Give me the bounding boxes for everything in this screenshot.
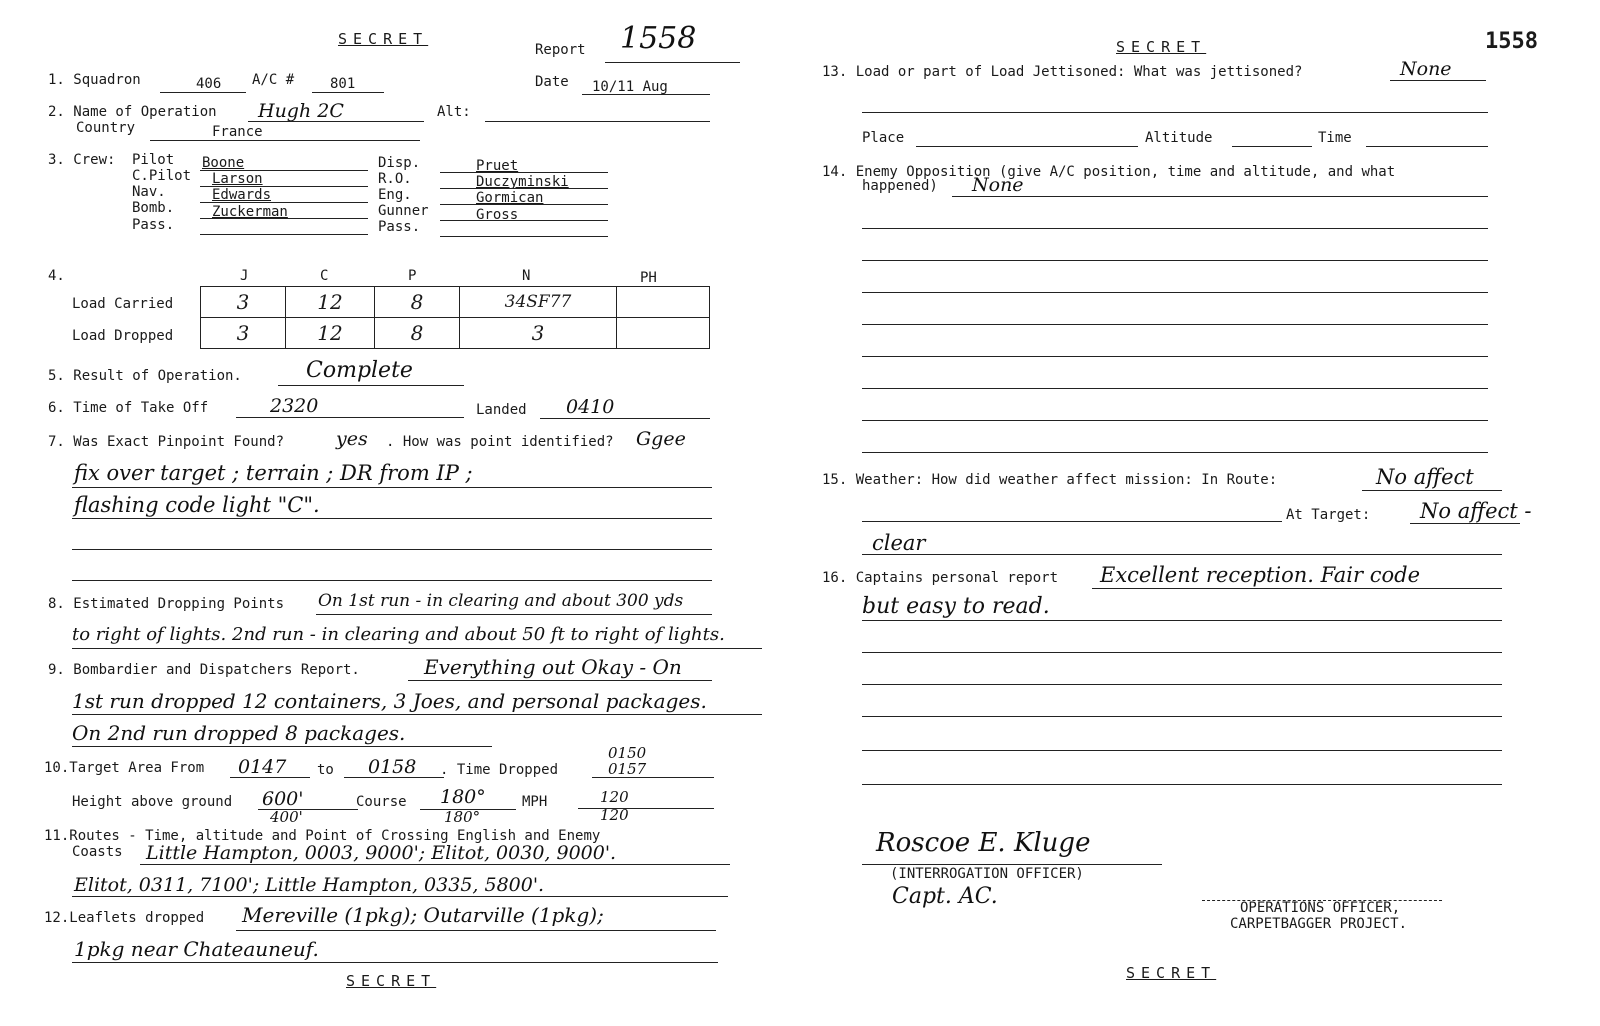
crew-line — [200, 186, 368, 187]
crew-name-disp: Pruet — [476, 158, 519, 174]
alt-line — [485, 121, 710, 122]
dropped-p: 8 — [375, 318, 460, 349]
carried-c: 12 — [286, 287, 375, 318]
crew-role-copilot: C.Pilot — [132, 168, 192, 184]
crew-role-nav: Nav. — [132, 184, 166, 200]
time-dropped-b: 0157 — [608, 760, 647, 778]
altitude-label: Altitude — [1145, 130, 1213, 146]
bombardier-line-1: 1st run dropped 12 containers, 3 Joes, and personal packages. — [72, 689, 707, 713]
how-identified-start: Ggee — [636, 428, 686, 450]
form-line — [72, 648, 762, 649]
load-carried-row — [201, 287, 710, 318]
date-line — [582, 94, 710, 95]
ac-line — [312, 92, 384, 93]
col-c: C — [320, 268, 329, 284]
dropping-line-1: to right of lights. 2nd run - in clearing and about 50 ft to right of lights. — [72, 624, 725, 645]
dropped-c: 12 — [286, 318, 375, 349]
form-line — [1232, 146, 1312, 147]
coasts-label: Coasts — [72, 844, 123, 860]
ac-value: 801 — [330, 76, 356, 92]
load-carried-label: Load Carried — [72, 296, 174, 312]
q12-label: 12.Leaflets dropped — [44, 910, 205, 926]
col-ph: PH — [640, 270, 657, 286]
how-identified-label: . How was point identified? — [386, 434, 614, 450]
country-value: France — [212, 124, 263, 140]
crew-line — [200, 234, 368, 235]
weather-route: No affect — [1376, 465, 1474, 489]
crew-role-pilot: Pilot — [132, 152, 175, 168]
course-a: 180° — [440, 786, 486, 808]
target-to: 0158 — [368, 756, 417, 778]
squadron-value: 406 — [196, 76, 222, 92]
captain-report-line-0: Excellent reception. Fair code — [1100, 563, 1421, 587]
landed-value: 0410 — [566, 396, 615, 418]
dropping-line-0: On 1st run - in clearing and about 300 yds — [318, 591, 684, 611]
carried-n: 34SF77 — [460, 287, 617, 318]
interrogation-officer-label: (INTERROGATION OFFICER) — [890, 866, 1084, 882]
form-line — [916, 146, 1138, 147]
pinpoint-found: yes — [336, 428, 368, 450]
landed-label: Landed — [476, 402, 527, 418]
q13-label: 13. Load or part of Load Jettisoned: What was jettisoned? — [822, 64, 1303, 80]
pinpoint-line-2: flashing code light "C". — [74, 493, 320, 517]
form-line — [862, 652, 1502, 653]
height-a: 600' — [262, 788, 304, 810]
q9-label: 9. Bombardier and Dispatchers Report. — [48, 662, 360, 678]
alt-label: Alt: — [437, 104, 471, 120]
form-line — [862, 260, 1488, 261]
dropped-j: 3 — [201, 318, 286, 349]
carried-p: 8 — [375, 287, 460, 318]
form-line — [862, 420, 1488, 421]
col-p: P — [408, 268, 417, 284]
crew-line — [440, 188, 608, 189]
signature-line — [862, 864, 1162, 865]
form-line — [862, 112, 1488, 113]
crew-line — [440, 220, 608, 221]
at-target-label: At Target: — [1286, 507, 1371, 523]
report-number: 1558 — [620, 21, 697, 56]
mph-label: MPH — [522, 794, 548, 810]
height-label: Height above ground — [72, 794, 233, 810]
form-line — [952, 196, 1488, 197]
q14-label: 14. Enemy Opposition (give A/C position, time and altitude, and what — [822, 164, 1396, 180]
mph-a: 120 — [600, 788, 629, 806]
crew-name-gunner: Gross — [476, 207, 519, 223]
form-line — [592, 777, 714, 778]
takeoff-value: 2320 — [270, 395, 319, 417]
form-line — [862, 684, 1502, 685]
q2-label: 2. Name of Operation — [48, 104, 217, 120]
secret-header: SECRET — [338, 30, 429, 48]
form-line — [578, 808, 714, 809]
crew-role-pass: Pass. — [132, 217, 175, 233]
takeoff-line — [236, 417, 464, 418]
form-line — [72, 714, 762, 715]
report-line — [605, 62, 740, 63]
form-line — [72, 746, 492, 747]
crew-name-nav: Edwards — [212, 187, 272, 203]
crew-name-ro: Duczyminski — [476, 174, 569, 190]
date-label: Date — [535, 74, 569, 90]
right-report-page — [800, 0, 1600, 1026]
form-line — [72, 549, 712, 550]
ac-label: A/C # — [252, 72, 295, 88]
form-line — [72, 962, 718, 963]
time-dropped-label: . Time Dropped — [440, 762, 559, 778]
form-line — [72, 896, 728, 897]
leaflets-line-1: 1pkg near Chateauneuf. — [74, 937, 319, 961]
form-line — [72, 518, 712, 519]
opposition-value: None — [972, 174, 1024, 196]
routes-line-1: Elitot, 0311, 7100'; Little Hampton, 0335, 5800'. — [74, 874, 545, 896]
form-line — [230, 777, 310, 778]
dropped-ph — [617, 318, 710, 349]
q15-label: 15. Weather: How did weather affect mission: In Route: — [822, 472, 1278, 488]
q11-label: 11.Routes - Time, altitude and Point of Crossing English and Enemy — [44, 828, 601, 844]
carried-ph — [617, 287, 710, 318]
weather-target: No affect - — [1420, 499, 1532, 523]
form-line — [862, 521, 1282, 522]
q1-label: 1. Squadron — [48, 72, 141, 88]
crew-role-disp: Disp. — [378, 155, 421, 171]
jettisoned-value: None — [1400, 58, 1452, 80]
bombardier-line-0: Everything out Okay - On — [424, 655, 682, 679]
crew-role-gunner: Gunner — [378, 203, 429, 219]
form-line — [862, 324, 1488, 325]
form-line — [258, 809, 358, 810]
pinpoint-line-1: fix over target ; terrain ; DR from IP ; — [74, 461, 473, 485]
operations-officer-label: OPERATIONS OFFICER, — [1240, 900, 1401, 916]
col-n: N — [522, 268, 531, 284]
target-from: 0147 — [238, 756, 287, 778]
crew-role-ro: R.O. — [378, 171, 412, 187]
date-value: 10/11 Aug — [592, 79, 668, 95]
place-label: Place — [862, 130, 905, 146]
form-line — [1410, 523, 1520, 524]
q4-label: 4. — [48, 268, 65, 284]
form-line — [1362, 490, 1502, 491]
q3-label: 3. Crew: — [48, 152, 116, 168]
form-line — [408, 680, 712, 681]
course-label: Course — [356, 794, 407, 810]
weather-line-2: clear — [872, 531, 926, 555]
form-line — [140, 864, 730, 865]
q7-label: 7. Was Exact Pinpoint Found? — [48, 434, 285, 450]
carpetbagger-project-label: CARPETBAGGER PROJECT. — [1230, 916, 1408, 932]
carried-j: 3 — [201, 287, 286, 318]
form-line — [862, 388, 1488, 389]
leaflets-line-0: Mereville (1pkg); Outarville (1pkg); — [242, 903, 604, 927]
dropped-n: 3 — [460, 318, 617, 349]
form-line — [862, 784, 1502, 785]
form-line — [72, 580, 712, 581]
form-line — [862, 620, 1502, 621]
secret-footer: SECRET — [346, 972, 437, 990]
form-line — [344, 777, 444, 778]
report-label: Report — [535, 42, 586, 58]
form-line — [862, 750, 1502, 751]
crew-role-bomb: Bomb. — [132, 200, 175, 216]
operation-value: Hugh 2C — [258, 100, 344, 122]
crew-line — [440, 236, 608, 237]
col-j: J — [240, 268, 249, 284]
result-line — [278, 385, 464, 386]
form-line — [862, 292, 1488, 293]
crew-role-eng: Eng. — [378, 187, 412, 203]
crew-name-pilot: Boone — [202, 155, 245, 171]
signature-title: Capt. AC. — [892, 884, 998, 909]
form-line — [862, 452, 1488, 453]
form-line — [236, 930, 716, 931]
secret-footer-right: SECRET — [1126, 964, 1217, 982]
height-b: 400' — [270, 808, 303, 826]
q5-label: 5. Result of Operation. — [48, 368, 242, 384]
form-line — [862, 356, 1488, 357]
result-value: Complete — [306, 358, 413, 383]
captain-report-line-1: but easy to read. — [862, 594, 1050, 619]
country-label: Country — [76, 120, 136, 136]
left-report-page — [0, 0, 790, 1026]
page-number: 1558 — [1485, 29, 1538, 54]
signature: Roscoe E. Kluge — [876, 828, 1091, 858]
load-dropped-label: Load Dropped — [72, 328, 174, 344]
q6-label: 6. Time of Take Off — [48, 400, 209, 416]
crew-line — [440, 172, 608, 173]
form-line — [420, 809, 516, 810]
crew-line — [440, 204, 608, 205]
form-line — [1390, 80, 1486, 81]
course-b: 180° — [444, 808, 481, 826]
time-dropped-a: 0150 — [608, 744, 647, 762]
q10-label: 10.Target Area From — [44, 760, 205, 776]
country-line — [150, 140, 420, 141]
form-line — [862, 554, 1502, 555]
form-line — [72, 487, 712, 488]
mph-b: 120 — [600, 806, 629, 824]
form-line — [1092, 588, 1502, 589]
operation-line — [248, 121, 424, 122]
crew-name-copilot: Larson — [212, 171, 263, 187]
form-line — [862, 228, 1488, 229]
routes-line-0: Little Hampton, 0003, 9000'; Elitot, 0030, 9000'. — [146, 842, 617, 864]
load-dropped-row — [201, 318, 710, 349]
target-to-label: to — [317, 762, 334, 778]
q14-label-2: happened) — [862, 178, 938, 194]
crew-line — [200, 218, 368, 219]
form-line — [862, 716, 1502, 717]
form-line — [316, 614, 712, 615]
form-line — [1366, 146, 1488, 147]
q16-label: 16. Captains personal report — [822, 570, 1059, 586]
crew-name-eng: Gormican — [476, 190, 544, 206]
crew-line — [200, 170, 368, 171]
crew-line — [200, 202, 368, 203]
landed-line — [540, 418, 710, 419]
load-table — [200, 286, 710, 349]
bombardier-line-2: On 2nd run dropped 8 packages. — [72, 721, 406, 745]
secret-header-right: SECRET — [1116, 38, 1207, 56]
q8-label: 8. Estimated Dropping Points — [48, 596, 285, 612]
squadron-line — [160, 92, 246, 93]
time-label: Time — [1318, 130, 1352, 146]
crew-name-bomb: Zuckerman — [212, 204, 288, 220]
crew-role-pass2: Pass. — [378, 219, 421, 235]
